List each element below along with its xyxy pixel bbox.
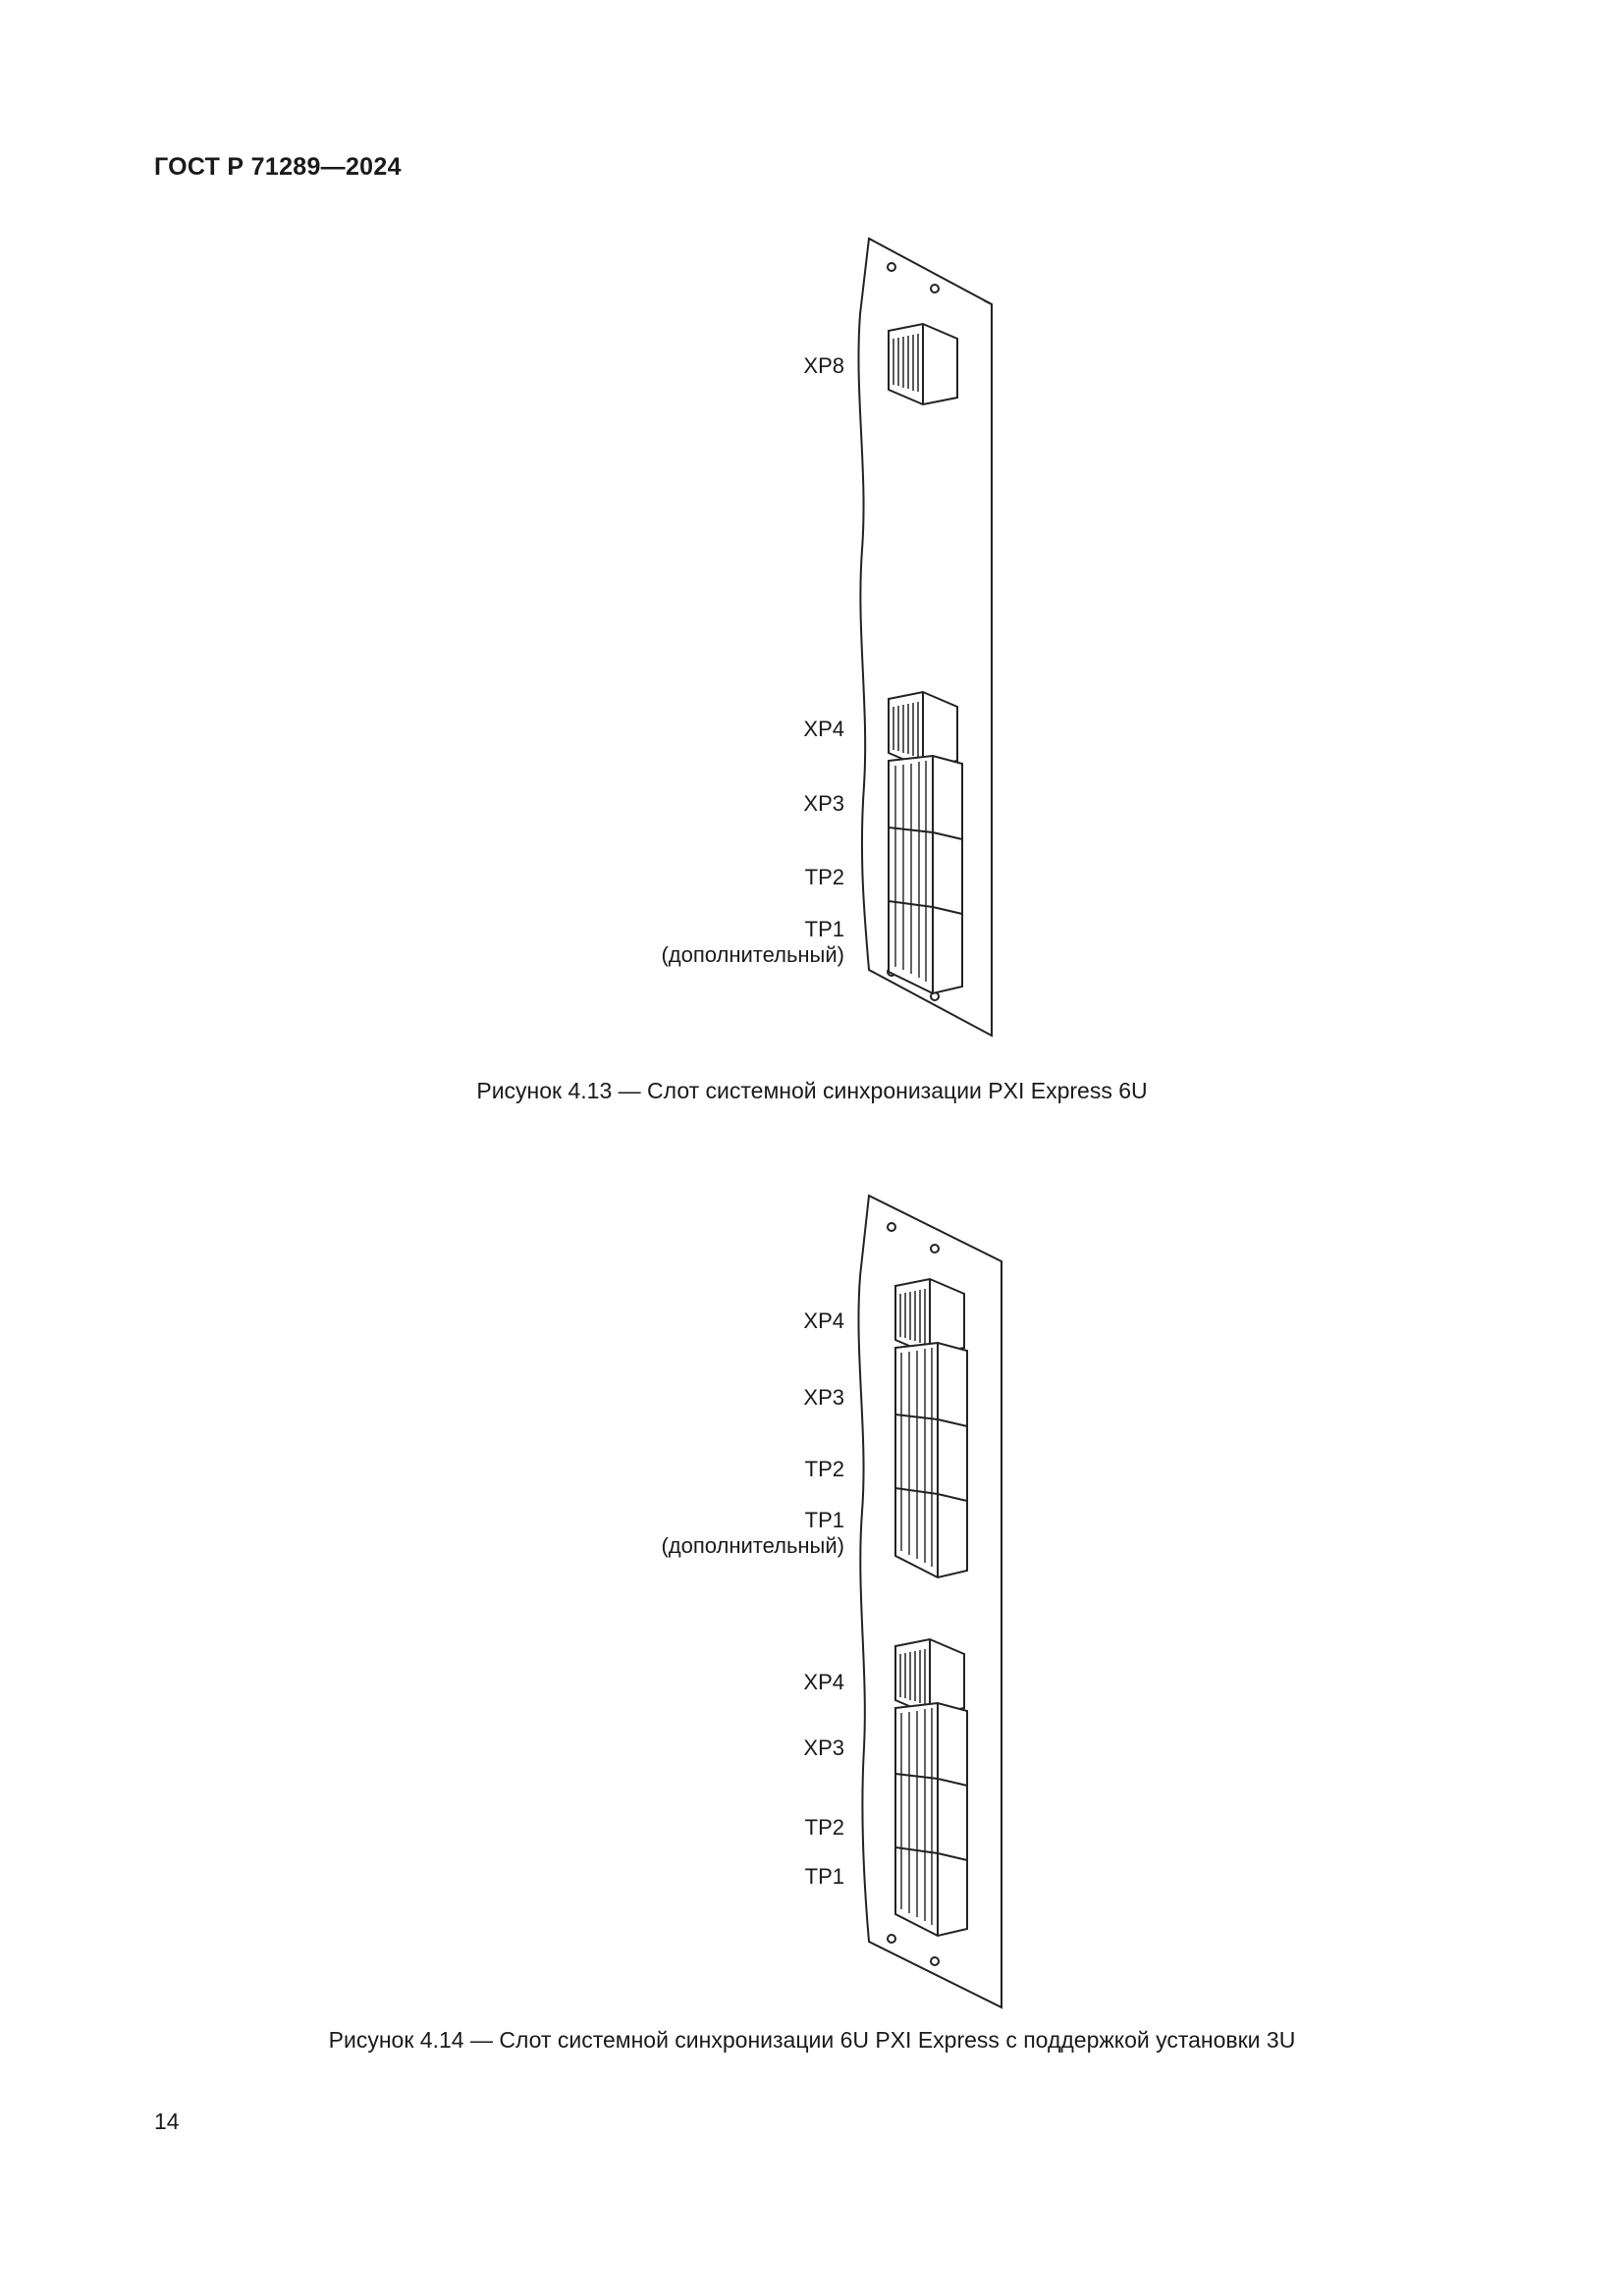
label-lower-xp4-fig2: XP4	[803, 1670, 844, 1694]
figure-4-14-caption: Рисунок 4.14 — Слот системной синхронизации 6U PXI Express с поддержкой установки 3U	[328, 2027, 1296, 2053]
label-xp8-fig1: XP8	[803, 353, 844, 378]
upper-connector-stack-fig2	[895, 1343, 967, 1577]
label-lower-tp2-fig2: TP2	[804, 1815, 844, 1840]
label-upper-tp2-fig2: TP2	[804, 1457, 844, 1481]
label-tp1-fig1: TP1	[804, 917, 844, 941]
label-upper-tp1-note-fig2: (дополнительный)	[661, 1533, 844, 1558]
label-tp1-note-fig1: (дополнительный)	[661, 942, 844, 967]
page-number: 14	[154, 2109, 180, 2134]
label-lower-xp3-fig2: XP3	[803, 1735, 844, 1760]
label-lower-tp1-fig2: TP1	[804, 1864, 844, 1889]
label-upper-xp3-fig2: XP3	[803, 1385, 844, 1410]
figure-4-13-caption: Рисунок 4.13 — Слот системной синхронизации PXI Express 6U	[476, 1078, 1148, 1103]
label-xp4-fig1: XP4	[803, 717, 844, 741]
label-upper-xp4-fig2: XP4	[803, 1308, 844, 1333]
document-code: ГОСТ Р 71289—2024	[154, 153, 402, 181]
lower-connector-stack-fig2	[895, 1703, 967, 1936]
label-xp3-fig1: XP3	[803, 791, 844, 816]
label-upper-tp1-fig2: TP1	[804, 1508, 844, 1532]
label-tp2-fig1: TP2	[804, 865, 844, 889]
